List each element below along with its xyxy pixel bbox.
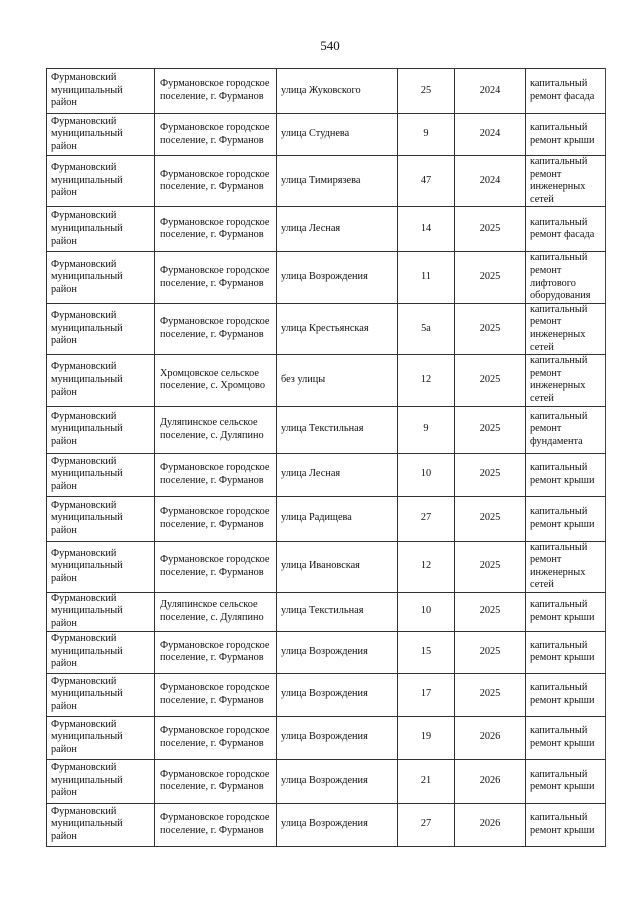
year-cell: 2025 xyxy=(455,541,526,592)
year-cell: 2024 xyxy=(455,69,526,114)
street-cell: улица Текстильная xyxy=(277,406,398,453)
house-number-cell: 10 xyxy=(398,592,455,631)
street-cell: без улицы xyxy=(277,355,398,406)
street-cell: улица Возрождения xyxy=(277,631,398,673)
house-number-cell: 10 xyxy=(398,453,455,496)
work-type-cell: капитальный ремонт крыши xyxy=(526,631,606,673)
table-row xyxy=(47,406,606,453)
table-row xyxy=(47,69,606,114)
table-row xyxy=(47,541,606,592)
district-cell: Фурмановский муниципальный район xyxy=(47,496,155,541)
district-cell: Фурмановский муниципальный район xyxy=(47,592,155,631)
year-cell: 2026 xyxy=(455,803,526,846)
table-row xyxy=(47,592,606,631)
settlement-cell: Фурмановское городское поселение, г. Фурманов xyxy=(155,716,277,759)
year-cell: 2026 xyxy=(455,759,526,803)
table-row xyxy=(47,496,606,541)
street-cell: улица Лесная xyxy=(277,453,398,496)
street-cell: улица Лесная xyxy=(277,207,398,252)
work-type-cell: капитальный ремонт инженерных сетей xyxy=(526,541,606,592)
settlement-cell: Фурмановское городское поселение, г. Фурманов xyxy=(155,803,277,846)
district-cell: Фурмановский муниципальный район xyxy=(47,716,155,759)
house-number-cell: 25 xyxy=(398,69,455,114)
year-cell: 2025 xyxy=(455,496,526,541)
work-type-cell: капитальный ремонт инженерных сетей xyxy=(526,156,606,207)
work-type-cell: капитальный ремонт крыши xyxy=(526,803,606,846)
settlement-cell: Фурмановское городское поселение, г. Фурманов xyxy=(155,207,277,252)
year-cell: 2024 xyxy=(455,114,526,156)
house-number-cell: 12 xyxy=(398,355,455,406)
work-type-cell: капитальный ремонт фасада xyxy=(526,69,606,114)
year-cell: 2026 xyxy=(455,716,526,759)
settlement-cell: Фурмановское городское поселение, г. Фурманов xyxy=(155,69,277,114)
work-type-cell: капитальный ремонт крыши xyxy=(526,759,606,803)
district-cell: Фурмановский муниципальный район xyxy=(47,453,155,496)
district-cell: Фурмановский муниципальный район xyxy=(47,673,155,716)
house-number-cell: 47 xyxy=(398,156,455,207)
district-cell: Фурмановский муниципальный район xyxy=(47,541,155,592)
year-cell: 2025 xyxy=(455,355,526,406)
district-cell: Фурмановский муниципальный район xyxy=(47,207,155,252)
table-row xyxy=(47,207,606,252)
street-cell: улица Возрождения xyxy=(277,716,398,759)
year-cell: 2025 xyxy=(455,631,526,673)
work-type-cell: капитальный ремонт фундамента xyxy=(526,406,606,453)
house-number-cell: 11 xyxy=(398,252,455,303)
settlement-cell: Фурмановское городское поселение, г. Фурманов xyxy=(155,114,277,156)
table-row xyxy=(47,673,606,716)
work-type-cell: капитальный ремонт крыши xyxy=(526,716,606,759)
district-cell: Фурмановский муниципальный район xyxy=(47,303,155,354)
district-cell: Фурмановский муниципальный район xyxy=(47,252,155,303)
house-number-cell: 12 xyxy=(398,541,455,592)
year-cell: 2025 xyxy=(455,592,526,631)
street-cell: улица Возрождения xyxy=(277,803,398,846)
street-cell: улица Тимирязева xyxy=(277,156,398,207)
work-type-cell: капитальный ремонт крыши xyxy=(526,496,606,541)
settlement-cell: Фурмановское городское поселение, г. Фурманов xyxy=(155,759,277,803)
district-cell: Фурмановский муниципальный район xyxy=(47,69,155,114)
settlement-cell: Фурмановское городское поселение, г. Фурманов xyxy=(155,496,277,541)
settlement-cell: Фурмановское городское поселение, г. Фурманов xyxy=(155,303,277,354)
street-cell: улица Текстильная xyxy=(277,592,398,631)
year-cell: 2024 xyxy=(455,156,526,207)
year-cell: 2025 xyxy=(455,252,526,303)
district-cell: Фурмановский муниципальный район xyxy=(47,631,155,673)
table-body xyxy=(47,69,606,847)
district-cell: Фурмановский муниципальный район xyxy=(47,406,155,453)
year-cell: 2025 xyxy=(455,406,526,453)
settlement-cell: Фурмановское городское поселение, г. Фурманов xyxy=(155,252,277,303)
district-cell: Фурмановский муниципальный район xyxy=(47,114,155,156)
year-cell: 2025 xyxy=(455,207,526,252)
settlement-cell: Фурмановское городское поселение, г. Фурманов xyxy=(155,631,277,673)
house-number-cell: 14 xyxy=(398,207,455,252)
page-number: 540 xyxy=(320,38,340,53)
house-number-cell: 21 xyxy=(398,759,455,803)
street-cell: улица Ивановская xyxy=(277,541,398,592)
street-cell: улица Студнева xyxy=(277,114,398,156)
district-cell: Фурмановский муниципальный район xyxy=(47,803,155,846)
work-type-cell: капитальный ремонт крыши xyxy=(526,453,606,496)
house-number-cell: 27 xyxy=(398,803,455,846)
table-row xyxy=(47,156,606,207)
work-type-cell: капитальный ремонт крыши xyxy=(526,673,606,716)
house-number-cell: 19 xyxy=(398,716,455,759)
work-type-cell: капитальный ремонт крыши xyxy=(526,114,606,156)
year-cell: 2025 xyxy=(455,673,526,716)
table-row xyxy=(47,114,606,156)
street-cell: улица Возрождения xyxy=(277,673,398,716)
work-type-cell: капитальный ремонт крыши xyxy=(526,592,606,631)
settlement-cell: Фурмановское городское поселение, г. Фурманов xyxy=(155,156,277,207)
house-number-cell: 9 xyxy=(398,114,455,156)
house-number-cell: 5а xyxy=(398,303,455,354)
house-number-cell: 17 xyxy=(398,673,455,716)
house-number-cell: 15 xyxy=(398,631,455,673)
table-row xyxy=(47,252,606,303)
table-row xyxy=(47,453,606,496)
work-type-cell: капитальный ремонт лифтового оборудования xyxy=(526,252,606,303)
table-row xyxy=(47,803,606,846)
street-cell: улица Жуковского xyxy=(277,69,398,114)
repair-schedule-table xyxy=(46,68,606,847)
work-type-cell: капитальный ремонт инженерных сетей xyxy=(526,355,606,406)
table-row xyxy=(47,759,606,803)
house-number-cell: 9 xyxy=(398,406,455,453)
settlement-cell: Хромцовское сельское поселение, с. Хромцово xyxy=(155,355,277,406)
street-cell: улица Радищева xyxy=(277,496,398,541)
district-cell: Фурмановский муниципальный район xyxy=(47,759,155,803)
work-type-cell: капитальный ремонт фасада xyxy=(526,207,606,252)
year-cell: 2025 xyxy=(455,453,526,496)
table-row xyxy=(47,716,606,759)
table-row xyxy=(47,355,606,406)
table-row xyxy=(47,631,606,673)
settlement-cell: Дуляпинское сельское поселение, с. Дуляпино xyxy=(155,406,277,453)
street-cell: улица Возрождения xyxy=(277,252,398,303)
settlement-cell: Фурмановское городское поселение, г. Фурманов xyxy=(155,541,277,592)
work-type-cell: капитальный ремонт инженерных сетей xyxy=(526,303,606,354)
house-number-cell: 27 xyxy=(398,496,455,541)
district-cell: Фурмановский муниципальный район xyxy=(47,355,155,406)
district-cell: Фурмановский муниципальный район xyxy=(47,156,155,207)
table-row xyxy=(47,303,606,354)
year-cell: 2025 xyxy=(455,303,526,354)
settlement-cell: Фурмановское городское поселение, г. Фурманов xyxy=(155,673,277,716)
street-cell: улица Возрождения xyxy=(277,759,398,803)
settlement-cell: Фурмановское городское поселение, г. Фурманов xyxy=(155,453,277,496)
settlement-cell: Дуляпинское сельское поселение, с. Дуляпино xyxy=(155,592,277,631)
street-cell: улица Крестьянская xyxy=(277,303,398,354)
